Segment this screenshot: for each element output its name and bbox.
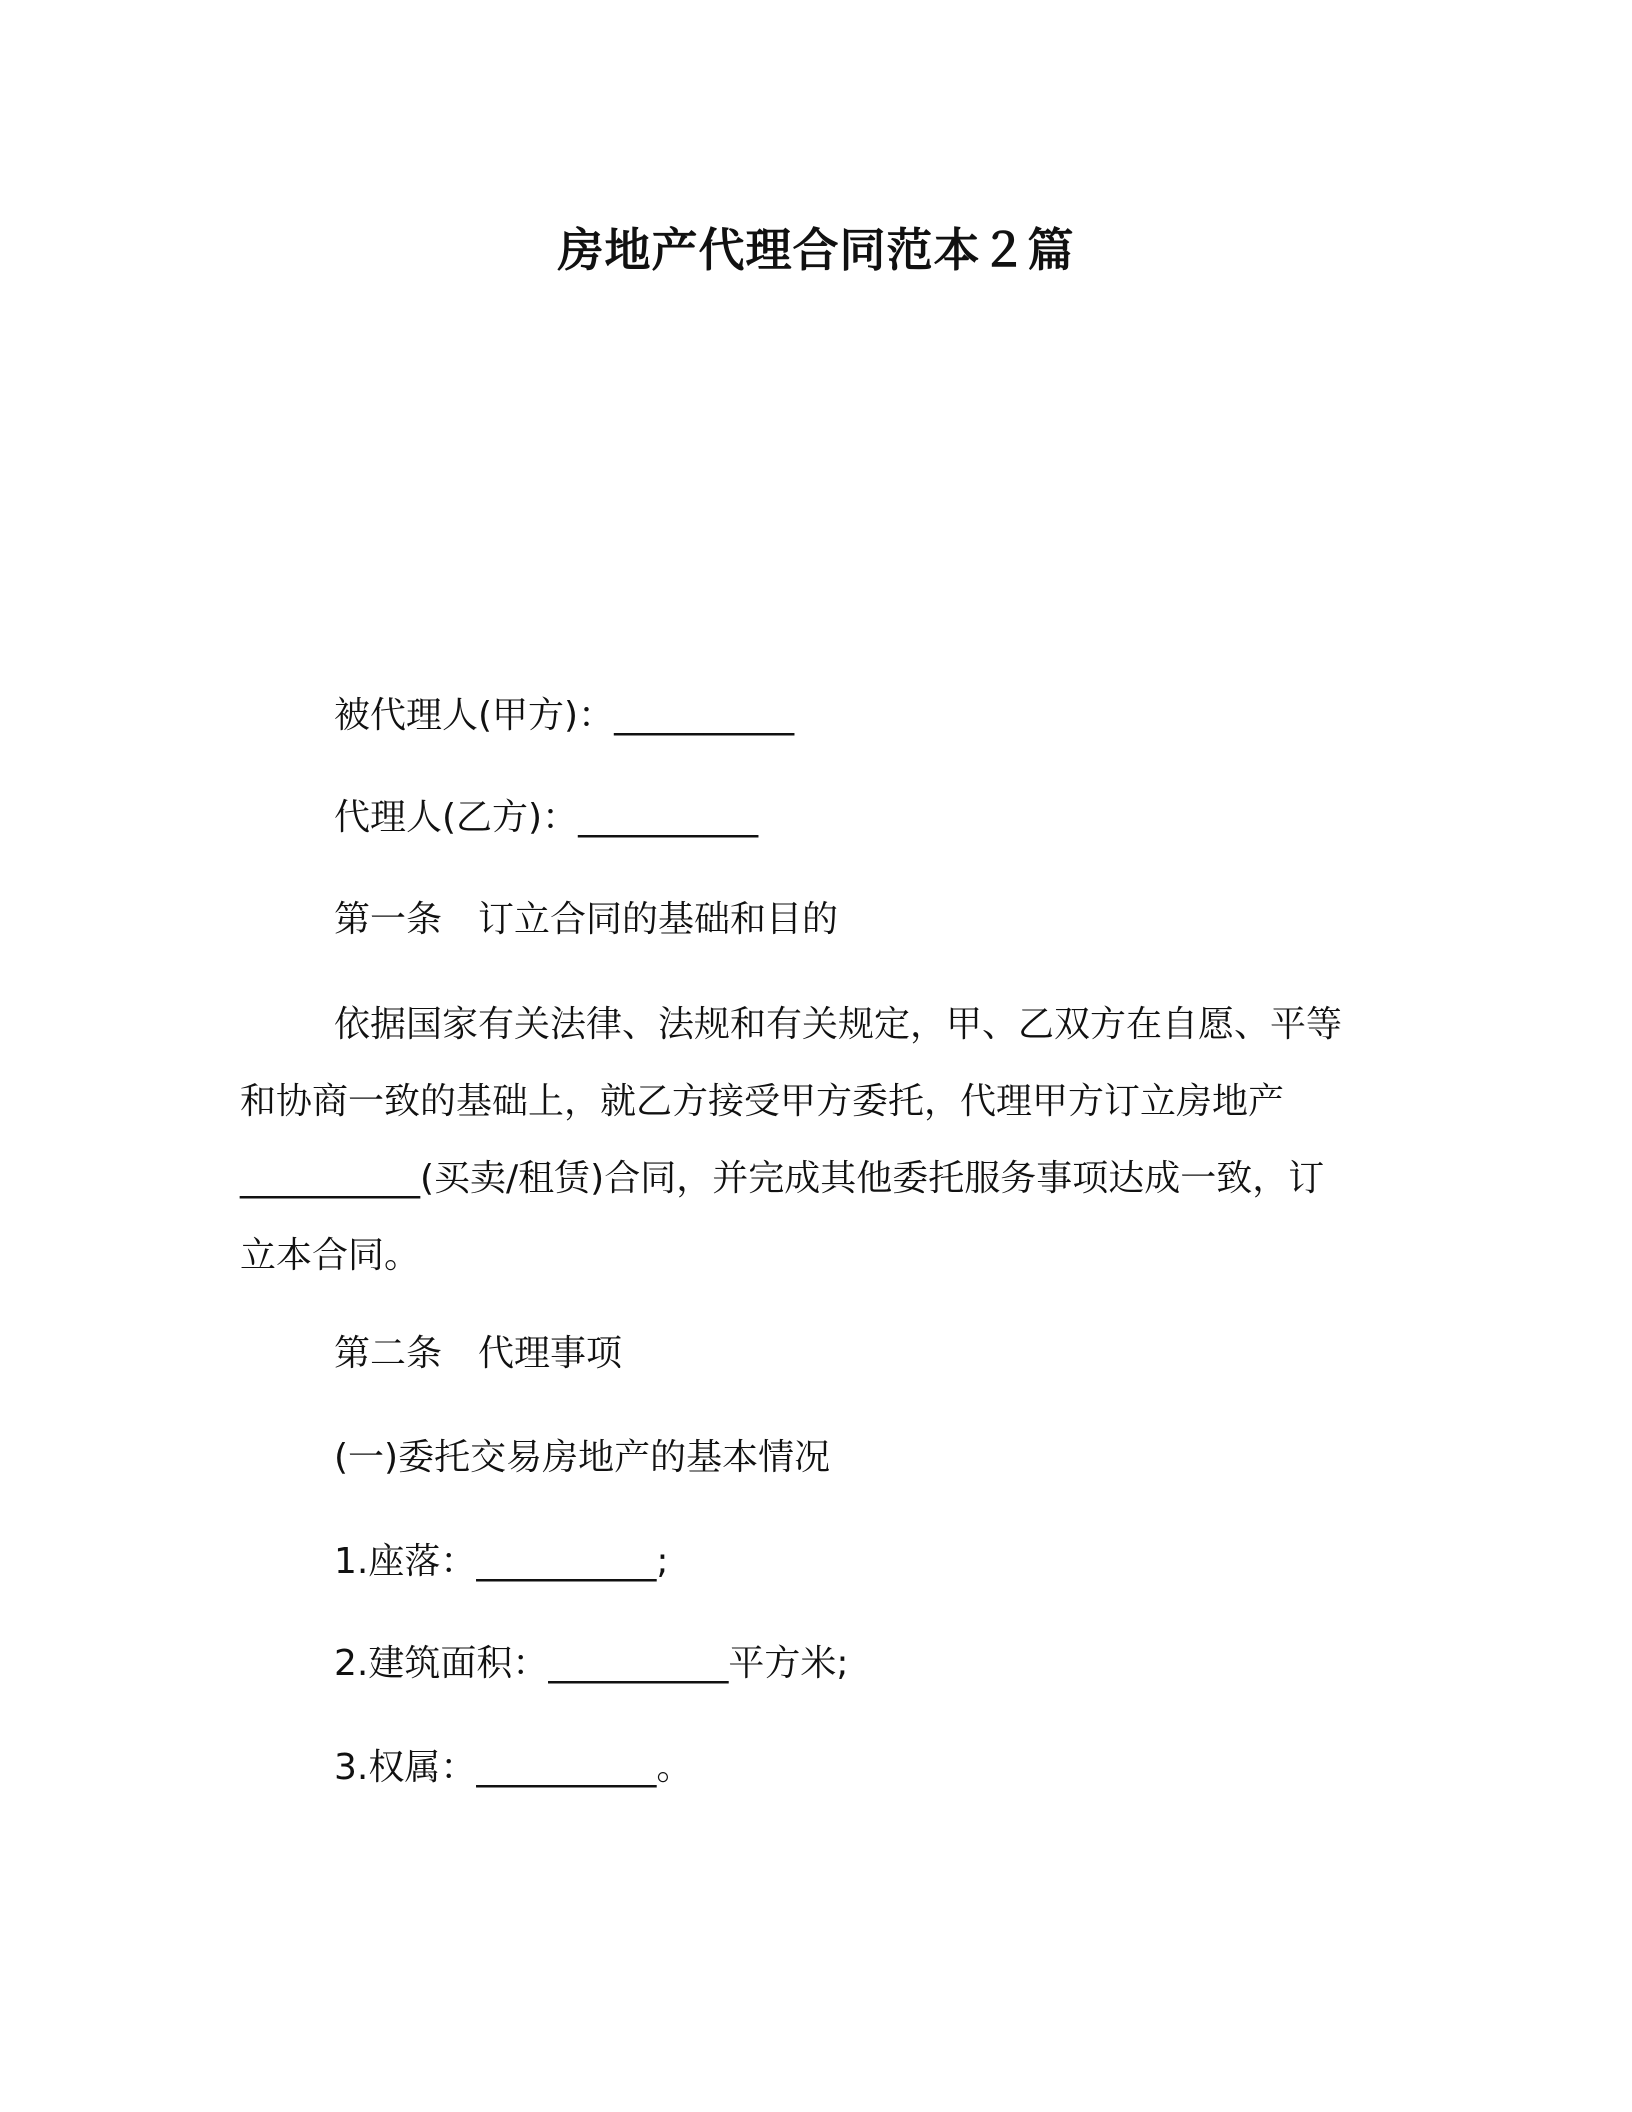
article-1-body-line-4: 立本合同。 xyxy=(240,1235,421,1276)
article-2-heading: 第二条 代理事项 xyxy=(334,1333,623,1374)
item-location: 1.座落：__________; xyxy=(334,1541,669,1582)
item-ownership: 3.权属：__________。 xyxy=(334,1747,693,1788)
article-1-body xyxy=(240,986,1380,1294)
article-1-body-line-1: 依据国家有关法律、法规和有关规定，甲、乙双方在自愿、平等 xyxy=(334,1004,1343,1045)
party-a-line: 被代理人(甲方)：__________ xyxy=(334,695,795,736)
party-b-line: 代理人(乙方)：__________ xyxy=(334,797,759,838)
section-1-heading: (一)委托交易房地产的基本情况 xyxy=(334,1437,831,1478)
article-1-body-line-2: 和协商一致的基础上，就乙方接受甲方委托，代理甲方订立房地产 xyxy=(240,1081,1285,1122)
item-floor-area: 2.建筑面积：__________平方米; xyxy=(334,1643,849,1684)
article-1-body-line-3: __________(买卖/租赁)合同，并完成其他委托服务事项达成一致，订 xyxy=(240,1158,1325,1199)
article-1-heading: 第一条 订立合同的基础和目的 xyxy=(334,899,839,940)
document-title: 房地产代理合同范本２篇 xyxy=(557,223,1075,277)
